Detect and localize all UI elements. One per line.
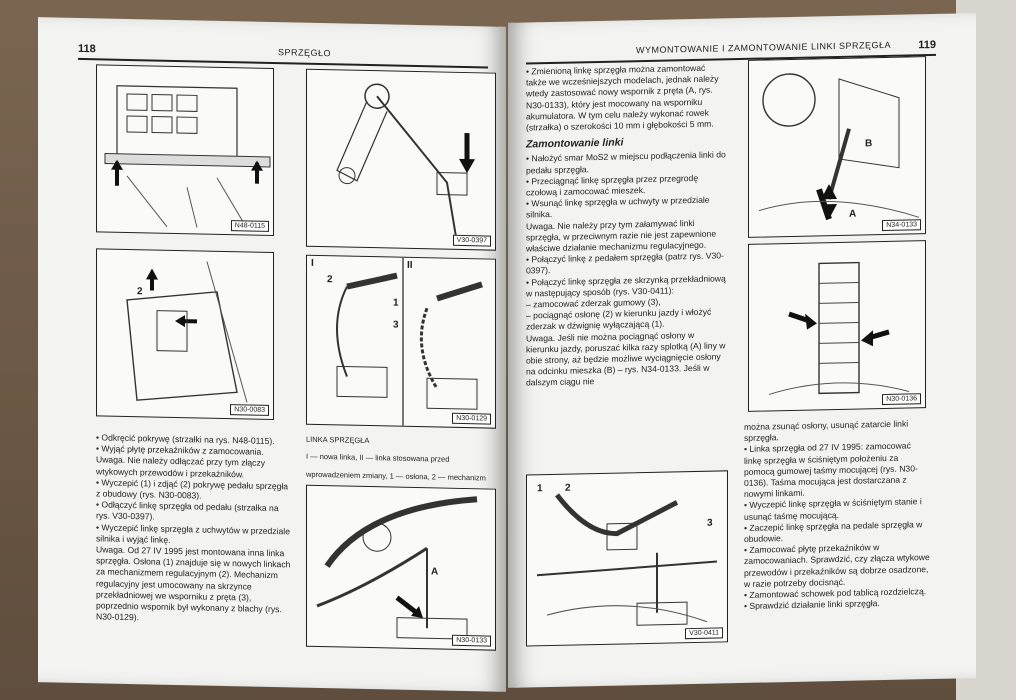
paragraph: • Nałożyć smar MoS2 w miejscu podłączenia linki do pedału sprzęgła. <box>526 149 726 176</box>
figure-clutch-cable-versions <box>306 255 496 429</box>
figure-release-lever <box>526 470 728 646</box>
right-body-text-top <box>526 62 726 389</box>
paragraph: • Przeciągnąć linkę sprzęgła przez przegrodę czołową i zamocować mieszek. <box>526 172 699 198</box>
release-lever-illustration <box>527 471 727 645</box>
cable-strap-illustration <box>749 241 925 411</box>
paragraph: Uwaga. Nie należy odłączać przy tym złączy wtykowych przewodów i przekaźników. <box>96 454 266 480</box>
figure-label: 1 <box>537 483 543 495</box>
left-page-number: 118 <box>78 42 96 56</box>
caption-line: LINKA SPRZĘGŁA <box>306 434 370 445</box>
paragraph: • Zmienioną linkę sprzęgła można zamontować także we wcześniejszych modelach, jednak należy wtedy zastosować nowy wspornik z pręta (A, rys. N30-0133), który jest mocowany na wsporniku akumulatora. W tym celu należy wykonać rowek (strzałka) o szerokości 10 mm i głębokości 5 mm. <box>526 62 719 133</box>
paragraph: • Zamocować płytę przekaźników w zamocowaniach. Sprawdzić, czy złącza wtykowe przewodów i przekaźników są dobrze osadzone, w razie potrzeby docisnąć. <box>744 542 930 589</box>
paragraph: • Połączyć linkę z pedałem sprzęgła (patrz rys. V30-0397). <box>526 250 724 276</box>
figure-label: 2 <box>565 482 571 494</box>
paragraph: • Zaczepić linkę sprzęgła na pedale sprzęgła w obudowie. <box>744 519 923 544</box>
figure-label: A <box>849 208 857 220</box>
left-chapter-title: SPRZĘGŁO <box>278 47 332 59</box>
right-page <box>508 13 976 688</box>
right-chapter-title: WYMONTOWANIE I ZAMONTOWANIE LINKI SPRZĘGŁA <box>636 39 892 56</box>
figure-label: B <box>865 138 873 150</box>
pedal-cover-illustration <box>97 249 273 419</box>
figure-section-i: I <box>311 257 314 269</box>
paragraph: • Odłączyć linkę sprzęgła od pedału (strzałka na rys. V30-0397). <box>96 499 279 522</box>
paragraph: • Wyczepić linkę sprzęgła z uchwytów w przedziale silnika i wyjąć linkę. <box>96 521 290 545</box>
paragraph: – zamocować zderzak gumowy (3), <box>526 296 661 310</box>
figure-label: 3 <box>393 319 399 331</box>
paragraph: Uwaga. Nie należy przy tym załamywać linki sprzęgła, w przeciwnym razie nie jest zapewnione właściwe działanie mechanizmu regulacyjnego. <box>526 217 717 254</box>
paragraph: • Wsunąć linkę sprzęgła w uchwyty w przedziale silnika. <box>526 194 710 220</box>
figure-pedal-cover <box>96 248 274 420</box>
right-page-number: 119 <box>918 38 936 52</box>
paragraph: • Wyczepić linkę sprzęgła w ściśniętym stanie i usunąć taśmę mocującą. <box>744 496 922 522</box>
figure-tag: N30-0133 <box>452 635 491 647</box>
paragraph: • Połączyć linkę sprzęgła ze skrzynką przekładniową w następujący sposób (rys. V30-0411): <box>526 272 726 299</box>
figure-relay-cover <box>96 64 274 236</box>
figure-engine-bay-cable <box>748 56 926 238</box>
figure-tag: N30-0136 <box>882 393 921 405</box>
left-page-header <box>78 30 488 69</box>
figure-label: 2 <box>137 286 143 298</box>
paragraph: Uwaga. Jeśli nie można pociągnąć osłony w kierunku jazdy, poruszać kilka razy splotką (A) liny w obie strony, aż będzie możliwe wyciągnięcie osłony na odcinku mieszka (B) – rys. N34-0133. Jeśli w dalszym ciągu nie <box>526 329 726 389</box>
paragraph: • Sprawdzić działanie linki sprzęgła. <box>744 598 880 612</box>
paragraph: – pociągnąć osłonę (2) w kierunku jazdy i włożyć zderzak w dźwignię wyłączającą (1). <box>526 306 712 332</box>
figure-section-ii: II <box>407 259 413 271</box>
paragraph: • Linka sprzęgła od 27 IV 1995: zamocować linkę sprzęgła w ściśniętym położeniu za pomocą gumowej taśmy mocującej (rys. N30-0136). Taśma mocująca jest dostarczana z nowymi linkami. <box>744 440 918 500</box>
figure-tag: N30-0083 <box>230 404 269 416</box>
left-body-text <box>96 432 292 627</box>
relay-cover-illustration <box>97 65 273 235</box>
engine-bay-illustration <box>749 57 925 237</box>
figure-label: 1 <box>393 297 399 309</box>
clutch-cable-illustration <box>307 256 495 428</box>
figure-label: 2 <box>327 274 333 286</box>
figure-clutch-pedal <box>306 69 496 251</box>
paragraph: • Wyczepić (1) i zdjąć (2) pokrywę pedału sprzęgła z obudowy (rys. N30-0083). <box>96 477 289 501</box>
figure-tag: V30-0411 <box>685 627 723 639</box>
figure-cable-strap <box>748 240 926 412</box>
battery-bracket-illustration <box>307 486 495 650</box>
paragraph: • Odkręcić pokrywę (strzałki na rys. N48-0115). <box>96 432 275 447</box>
section-heading: Zamontowanie linki <box>526 136 624 151</box>
right-body-text-bottom <box>744 418 930 612</box>
figure-label: 3 <box>707 517 713 529</box>
caption-line: wprowadzeniem zmiany, 1 — osłona, 2 — mechanizm <box>306 469 486 482</box>
figure-tag: V30-0397 <box>453 235 491 247</box>
figure-battery-bracket <box>306 485 496 651</box>
paragraph: • Zamontować schowek pod tablicą rozdzielczą. <box>744 586 927 601</box>
figure-tag: N34-0133 <box>882 219 921 231</box>
clutch-pedal-illustration <box>307 70 495 250</box>
figure-label: A <box>431 566 439 578</box>
paragraph: Uwaga. Od 27 IV 1995 jest montowana inna linka sprzęgła. Osłona (1) znajduje się w nowych linkach za mechanizmem regulacyjnym (2). Mechanizm regulacyjny jest umocowany na skrzynce przekładniowej we wsporniku z pręta (3), poprzednio wspornik był wykonany z blachy (rys. N30-0129). <box>96 544 291 623</box>
left-page <box>38 17 506 692</box>
figure-tag: N48-0115 <box>231 220 269 232</box>
figure-tag: N30-0129 <box>452 413 491 425</box>
paragraph: • Wyjąć płytę przekaźników z zamocowania. <box>96 443 264 458</box>
caption-line: I — nowa linka, II — linka stosowana przed <box>306 451 450 464</box>
paragraph: można zsunąć osłony, usunąć zatarcie linki sprzęgła. <box>744 418 909 444</box>
